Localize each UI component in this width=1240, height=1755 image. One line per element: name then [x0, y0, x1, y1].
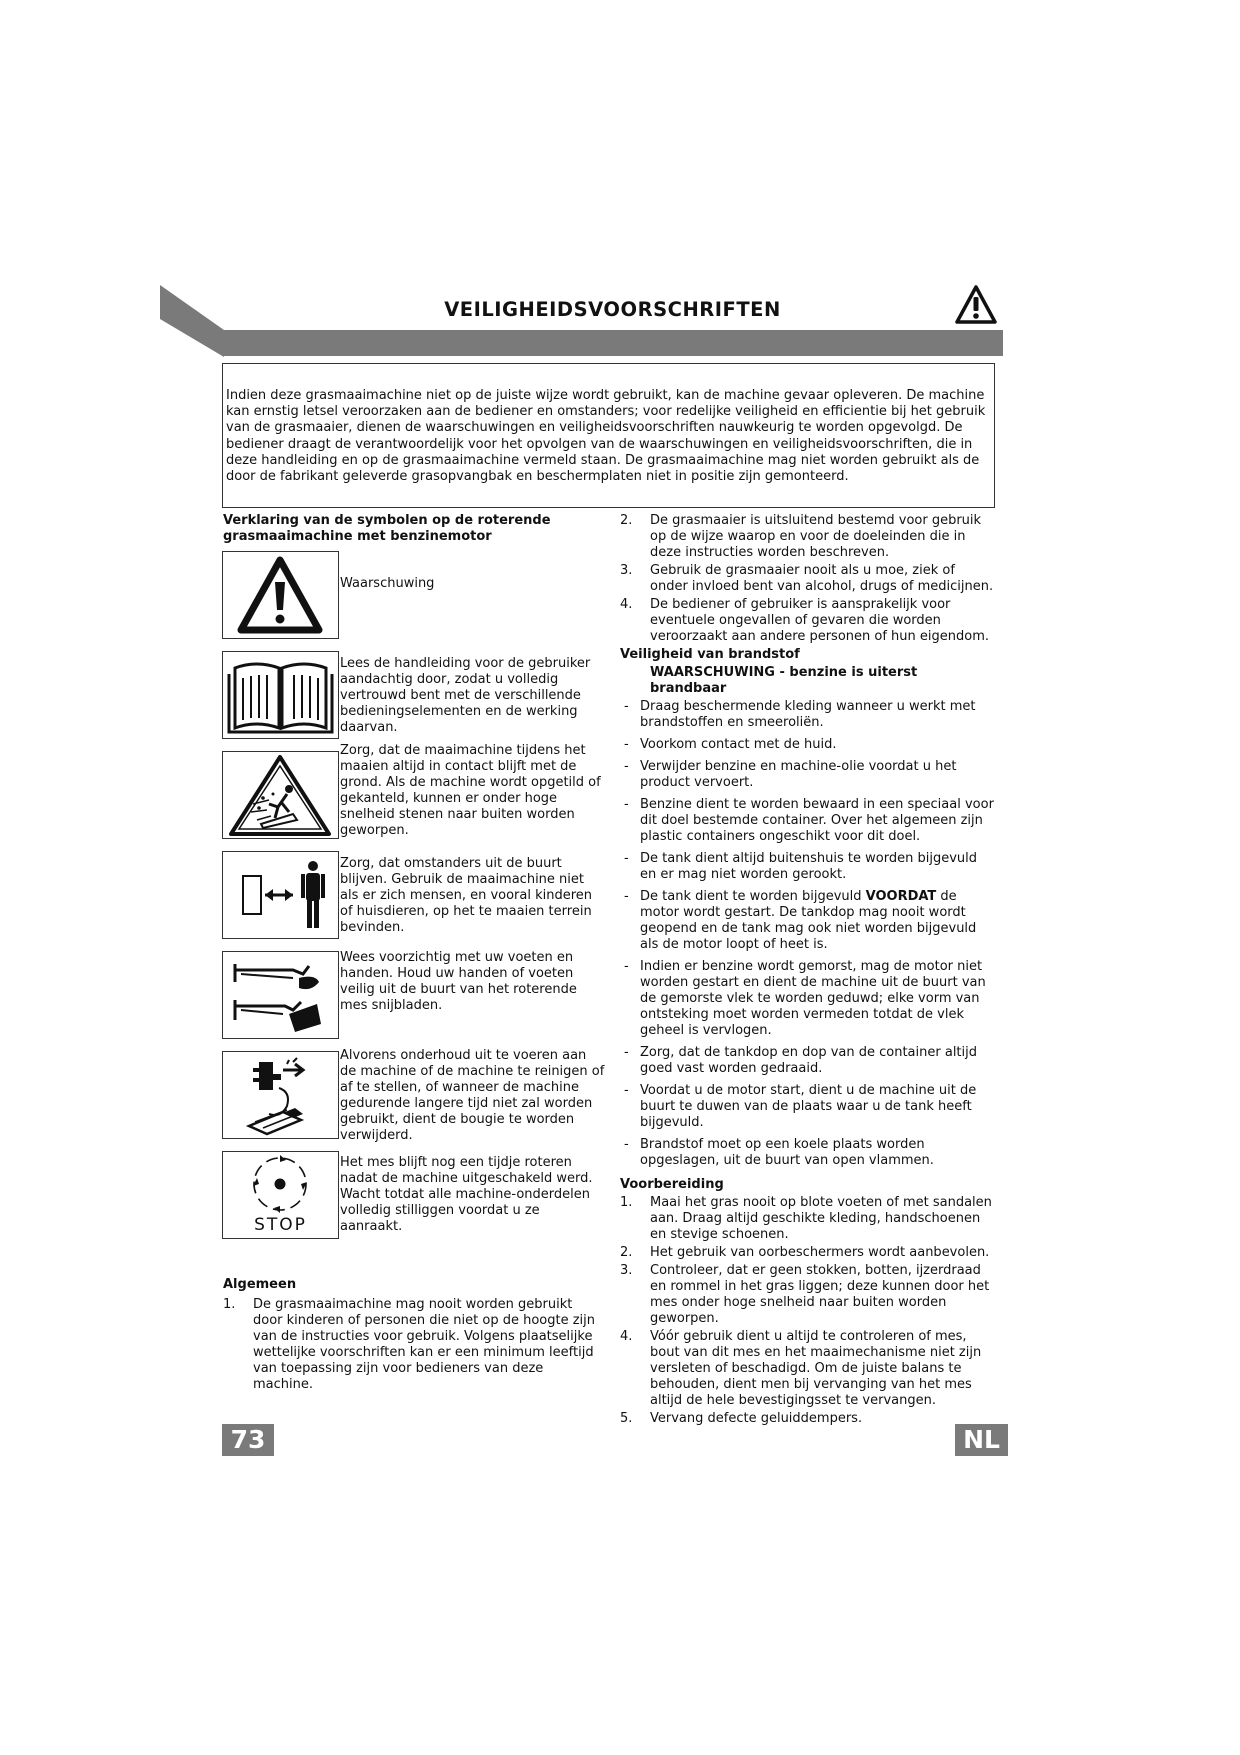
warning-triangle-icon — [954, 284, 998, 326]
thrown-objects-icon — [223, 752, 338, 838]
list-item: - Voorkom contact met de huid. — [624, 737, 837, 752]
language-tag: NL — [955, 1424, 1008, 1456]
list-item-number: 2. — [620, 1245, 633, 1260]
symbol-box-keep-distance — [222, 851, 339, 939]
list-item — [620, 513, 995, 561]
list-item-number: 5. — [620, 1411, 633, 1426]
list-item: - Voordat u de motor start, dient u de machine uit de buurt te duwen van de plaats waar u de tank heeft bijgevuld. — [624, 1083, 977, 1130]
list-item — [620, 1263, 995, 1327]
symbol-text-spark-plug: Alvorens onderhoud uit te voeren aan de machine of de machine te reinigen of af te stellen, of wanneer de machine gedurende langere tijd niet zal worden gebruikt, dient de bougie te worden verwijderd. — [340, 1048, 605, 1143]
list-item-text: Controleer, dat er geen stokken, botten, ijzerdraad en rommel in het gras liggen; deze kunnen door het mes onder hoge snelheid naar buiten worden geworpen. — [650, 1263, 990, 1326]
open-manual-icon — [223, 652, 338, 738]
list-item-text: Brandstof moet op een koele plaats worden opgeslagen, uit de buurt van open vlammen. — [640, 1137, 934, 1168]
list-item-text: Voordat u de motor start, dient u de machine uit de buurt te duwen van de plaats waar u de tank heeft bijgevuld. — [640, 1083, 977, 1130]
list-item-text: Gebruik de grasmaaier nooit als u moe, ziek of onder invloed bent van alcohol, drugs of medicijnen. — [650, 563, 994, 594]
spark-plug-icon — [223, 1052, 338, 1138]
header-bar — [222, 330, 1003, 356]
list-item — [620, 1411, 995, 1427]
symbol-text-keep-distance: Zorg, dat omstanders uit de buurt blijven. Gebruik de maaimachine niet als er zich mensen, en vooral kinderen of huisdieren, op het te maaien terrein bevinden. — [340, 856, 593, 935]
warning-triangle-icon — [223, 552, 338, 638]
keep-distance-icon — [223, 852, 338, 938]
symbol-box-manual — [222, 651, 339, 739]
symbols-heading: Verklaring van de symbolen op de roterende grasmaaimachine met benzinemotor — [223, 513, 551, 544]
list-item-text: Indien er benzine wordt gemorst, mag de motor niet worden gestart en dient de machine uit de buurt van de gemorste vlek te worden geduwd; elke vorm van ontsteking moet worden vermeden totdat de vlek geheel is vervlogen. — [640, 959, 986, 1038]
list-item-number: 3. — [620, 1263, 633, 1278]
list-item-text: De grasmaaimachine mag nooit worden gebruikt door kinderen of personen die niet op de hoogte zijn van de instructies voor gebruik. Volgens plaatselijke wettelijke voorschriften kan er een minimum leeftijd van toepassing zijn voor bedieners van deze machine. — [253, 1297, 595, 1392]
list-item — [620, 563, 995, 595]
page-number: 73 — [222, 1424, 274, 1456]
list-item-text: De grasmaaier is uitsluitend bestemd voor gebruik op de wijze waarop en voor de doeleinden die in deze instructies worden beschreven. — [650, 513, 982, 560]
list-item: - Benzine dient te worden bewaard in een speciaal voor dit doel bestemde container. Over het algemeen zijn plastic containers ongeschikt voor dit doel. — [624, 797, 994, 844]
list-item-number: 2. — [620, 513, 633, 528]
list-item-number: 3. — [620, 563, 633, 578]
symbol-box-hand-foot — [222, 951, 339, 1039]
fuel-warning: WAARSCHUWING - benzine is uiterst brandbaar — [650, 665, 918, 696]
list-item-text: Benzine dient te worden bewaard in een speciaal voor dit doel bestemde container. Over het algemeen zijn plastic containers ongeschikt voor dit doel. — [640, 797, 994, 844]
symbol-text-blade-stop: Het mes blijft nog een tijdje roteren nadat de machine uitgeschakeld werd. Wacht totdat alle machine-onderdelen volledig stilliggen voordat u ze aanraakt. — [340, 1155, 593, 1234]
list-item-text-start: De tank dient te worden bijgevuld — [640, 889, 866, 904]
list-item-text: Het gebruik van oorbeschermers wordt aanbevolen. — [650, 1245, 990, 1260]
general-heading: Algemeen — [223, 1277, 297, 1292]
hand-foot-blade-icon — [223, 952, 338, 1038]
list-item-number: 1. — [223, 1297, 236, 1312]
page-title: VEILIGHEIDSVOORSCHRIFTEN — [444, 298, 781, 321]
list-item: - Zorg, dat de tankdop en dop van de container altijd goed vast worden gedraaid. — [624, 1045, 977, 1076]
list-item-text: De tank dient altijd buitenshuis te worden bijgevuld en er mag niet worden gerookt. — [640, 851, 977, 882]
list-item-text: Verwijder benzine en machine-olie voordat u het product vervoert. — [640, 759, 957, 790]
intro-paragraph: Indien deze grasmaaimachine niet op de juiste wijze wordt gebruikt, kan de machine gevaar opleveren. De machine kan ernstig letsel veroorzaken aan de bediener en omstanders; voor redelijke veiligheid en efficientie bij het gebruik van de grasmaaier, dienen de waarschuwingen en veiligheidsvoorschriften nauwkeurig te worden opgevolgd. De bediener draagt de verantwoordelijk voor het opvolgen van de waarschuwingen en veiligheidsvoorschriften, die in deze handleiding en op de grasmaaimachine vermeld staan. De grasmaaimachine mag niet worden gebruikt als de door de fabrikant geleverde grasopvangbak en beschermplaten niet in positie zijn gemonteerd. — [226, 388, 986, 485]
list-item-text: Vóór gebruik dient u altijd te controleren of mes, bout van dit mes en het maaimechanisme niet zijn versleten of beschadigd. Om de juiste balans te behouden, dient men bij vervanging van het mes altijd de hele bevestigingsset te vervangen. — [650, 1329, 982, 1408]
header-corner-wedge — [160, 285, 224, 357]
symbol-box-blade-stop — [222, 1151, 339, 1239]
list-item: - De tank dient te worden bijgevuld VOORDAT de motor wordt gestart. De tankdop mag nooit wordt geopend en de tank mag ook niet worden bijgevuld als de motor loopt of heet is. — [624, 889, 977, 952]
symbol-box-thrown-objects — [222, 751, 339, 839]
list-item: - De tank dient altijd buitenshuis te worden bijgevuld en er mag niet worden gerookt. — [624, 851, 977, 882]
list-item: - Brandstof moet op een koele plaats worden opgeslagen, uit de buurt van open vlammen. — [624, 1137, 934, 1168]
preparation-heading: Voorbereiding — [620, 1177, 724, 1192]
list-item-text: Vervang defecte geluiddempers. — [650, 1411, 863, 1426]
list-item: - Draag beschermende kleding wanneer u werkt met brandstoffen en smeeroliën. — [624, 699, 976, 730]
list-item-number: 1. — [620, 1195, 633, 1210]
symbol-text-thrown-objects: Zorg, dat de maaimachine tijdens het maaien altijd in contact blijft met de grond. Als de machine wordt opgetild of gekanteld, kunnen er onder hoge snelheid stenen naar buiten worden geworpen. — [340, 743, 601, 838]
list-item-number: 4. — [620, 597, 633, 612]
list-item — [620, 1195, 995, 1243]
list-item-number: 4. — [620, 1329, 633, 1344]
symbol-text-warning: Waarschuwing — [340, 576, 435, 591]
symbol-box-warning — [222, 551, 339, 639]
symbol-box-spark-plug — [222, 1051, 339, 1139]
right-column — [620, 513, 995, 1429]
list-item: - Verwijder benzine en machine-olie voordat u het product vervoert. — [624, 759, 957, 790]
stop-label: STOP — [254, 1215, 307, 1235]
symbol-text-hand-foot: Wees voorzichtig met uw voeten en handen. Houd uw handen of voeten veilig uit de buurt van het roterende mes snijbladen. — [340, 950, 577, 1013]
list-item — [620, 1245, 995, 1261]
list-item-text: Maai het gras nooit op blote voeten of met sandalen aan. Draag altijd geschikte kleding, handschoenen en stevige schoenen. — [650, 1195, 992, 1242]
fuel-safety-heading: Veiligheid van brandstof — [620, 647, 800, 662]
emphasis-voordat: VOORDAT — [865, 889, 937, 904]
list-item-text: De bediener of gebruiker is aansprakelijk voor eventuele ongevallen of gevaren die worden veroorzaakt aan andere personen of hun eigendom. — [650, 597, 990, 644]
list-item-text: Draag beschermende kleding wanneer u werkt met brandstoffen en smeeroliën. — [640, 699, 976, 730]
list-item-text: Voorkom contact met de huid. — [640, 737, 837, 752]
list-item — [223, 1297, 603, 1393]
symbol-text-manual: Lees de handleiding voor de gebruiker aandachtig door, zodat u volledig vertrouwd bent met de verschillende bedieningselementen en de werking daarvan. — [340, 656, 591, 735]
list-item — [620, 597, 995, 645]
list-item-text: Zorg, dat de tankdop en dop van de container altijd goed vast worden gedraaid. — [640, 1045, 977, 1076]
list-item — [620, 1329, 995, 1409]
list-item-text-end: de motor wordt gestart. De tankdop mag nooit wordt geopend en de tank mag ook niet worden bijgevuld als de motor loopt of heet is. — [640, 889, 977, 952]
general-list — [223, 1297, 603, 1395]
list-item: - Indien er benzine wordt gemorst, mag de motor niet worden gestart en dient de machine uit de buurt van de gemorste vlek te worden geduwd; elke vorm van ontsteking moet worden vermeden totdat de vlek geheel is vervlogen. — [624, 959, 986, 1038]
